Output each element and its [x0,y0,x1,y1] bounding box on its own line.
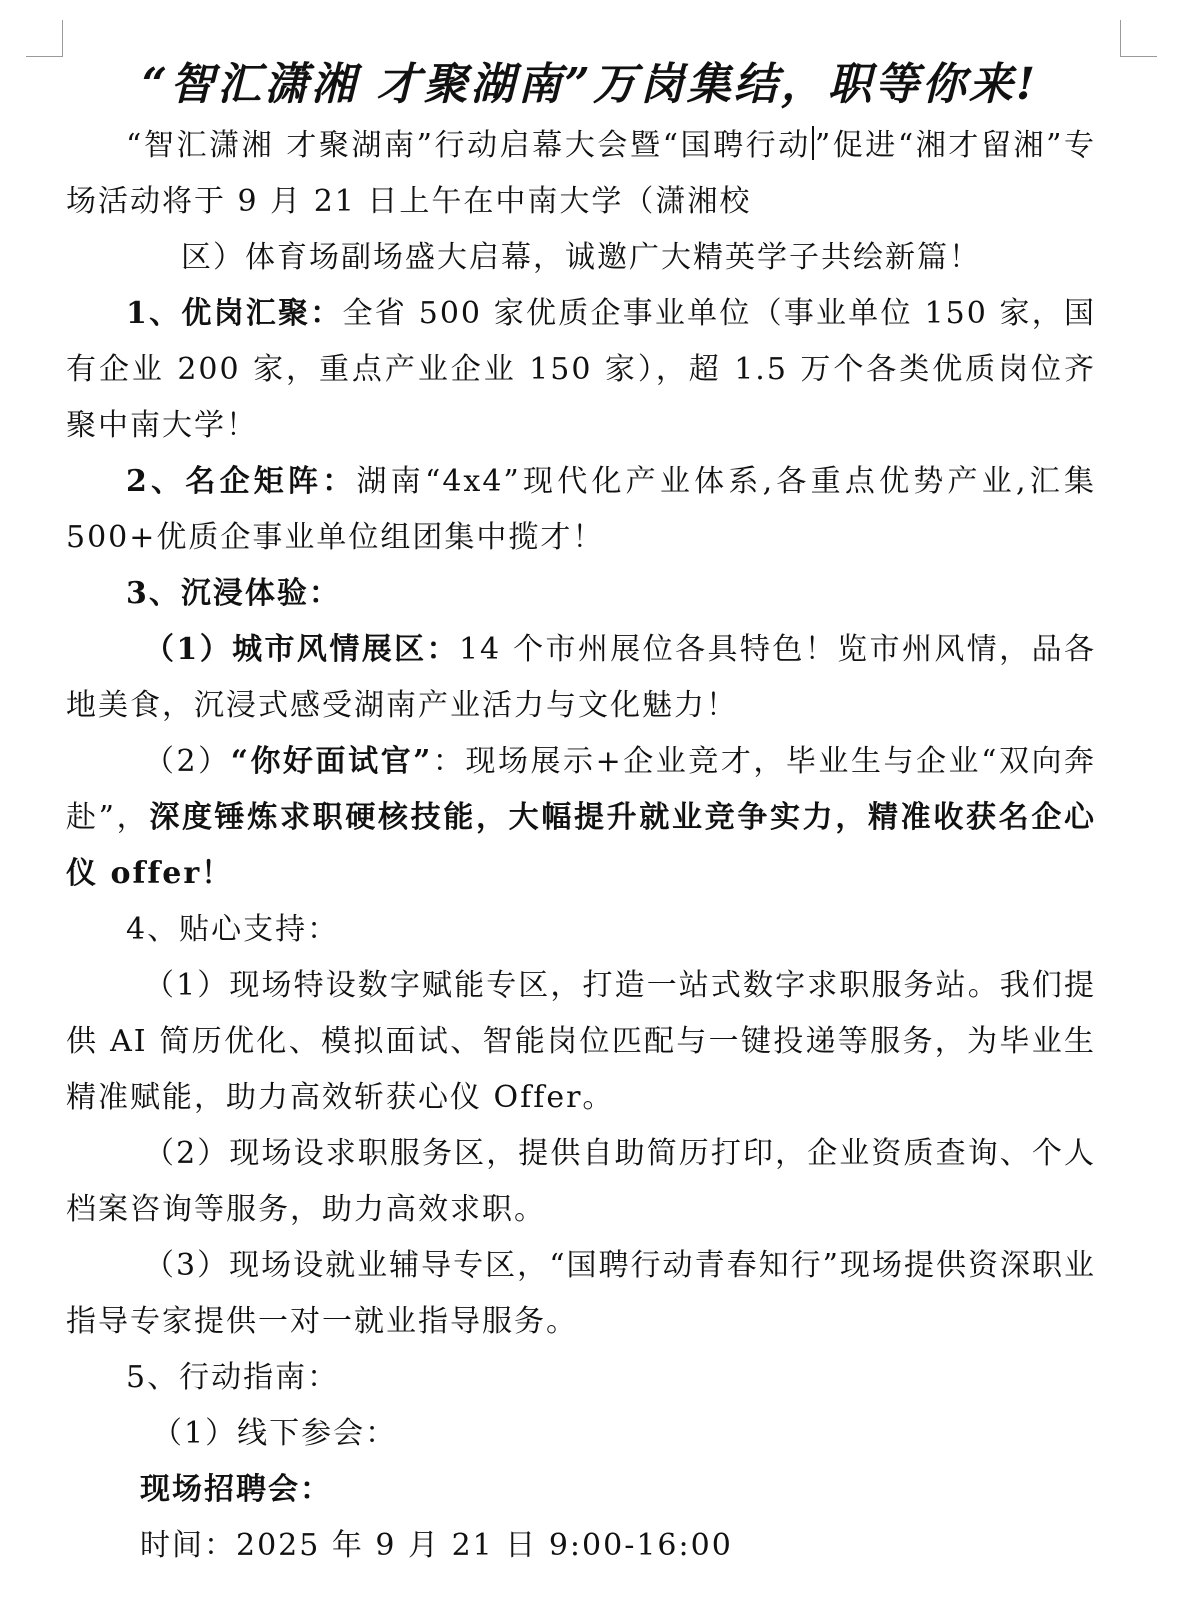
section-3-item-2-text: ：现场展示+企业竞才，毕业生与企业“双向奔赴”， [66,744,1096,835]
section-5-fair-label: 现场招聘会： [140,1472,332,1507]
section-3 [66,566,1096,622]
section-4-item-3: （3）现场设就业辅导专区，“国聘行动青春知行”现场提供资深职业指导专家提供一对一就业指导服务。 [66,1248,1096,1339]
section-2-text: 湖南“4x4”现代化产业体系,各重点优势产业,汇集 500+优质企事业单位组团集中揽才！ [66,464,1097,555]
document-title: “智汇潇湘 才聚湖南”万岗集结，职等你来! [141,59,1039,110]
section-4-item-2: （2）现场设求职服务区，提供自助简历打印，企业资质查询、个人档案咨询等服务，助力高效求职。 [66,1136,1096,1227]
section-3-heading: 3、沉浸体验： [126,576,341,611]
section-5 [66,1350,1096,1406]
section-4 [66,902,1096,958]
intro-paragraph [66,118,1096,230]
section-5-time-label: 时间： [140,1528,236,1563]
section-5-item-1: （1）线下参会： [152,1416,398,1451]
intro-part1: “智汇潇湘 才聚湖南”行动启幕大会暨“国聘行动 [126,128,811,163]
section-1 [66,286,1096,454]
section-1-text: 全省 500 家优质企事业单位（事业单位 150 家，国有企业 200 家，重点产业企业 150 家），超 1.5 万个各类优质岗位齐聚中南大学！ [66,296,1097,443]
crop-mark-top-left [26,20,63,57]
section-5-heading: 5、行动指南： [126,1360,340,1395]
section-3-item-2-bold: 深度锤炼求职硬核技能，大幅提升就业竞争实力，精准收获名企心仪 offer！ [66,800,1097,891]
section-4-heading: 4、贴心支持： [126,912,340,947]
section-5-time-value: 2025 年 9 月 21 日 9:00-16:00 [236,1528,733,1563]
section-1-heading: 1、优岗汇聚： [126,296,343,331]
section-3-item-1-heading: （1）城市风情展区： [144,632,459,667]
intro-part2: ”促进“湘才留湘”专场活动将于 9 月 21 日上午在中南大学（潇湘校 [66,128,1097,219]
section-3-item-1 [66,622,1096,734]
section-3-item-2-prefix: （2） [144,744,231,779]
text-cursor [812,126,814,160]
section-2-heading: 2、名企矩阵： [126,464,357,499]
document-body[interactable] [66,118,1096,1574]
section-4-item-1: （1）现场特设数字赋能专区，打造一站式数字求职服务站。我们提供 AI 简历优化、模拟面试、智能岗位匹配与一键投递等服务，为毕业生精准赋能，助力高效斩获心仪 Offer。 [66,968,1096,1115]
section-3-item-2-heading: “你好面试官” [230,744,433,779]
section-3-item-2 [66,734,1096,902]
crop-mark-top-right [1120,20,1157,57]
section-2 [66,454,1096,566]
intro-line3: 区）体育场副场盛大启幕，诚邀广大精英学子共绘新篇！ [181,240,981,275]
section-3-item-1-text: 14 个市州展位各具特色！览市州风情，品各地美食，沉浸式感受湖南产业活力与文化魅力！ [66,632,1096,723]
section-5-time [66,1518,1096,1574]
